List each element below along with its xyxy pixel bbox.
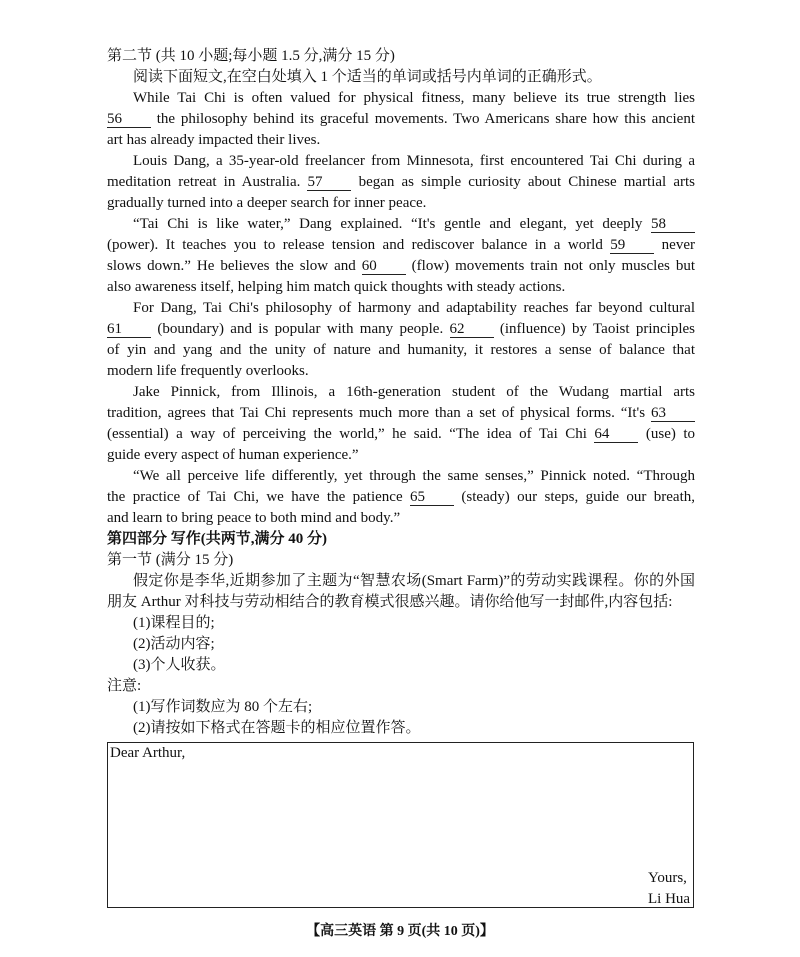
passage-text: began as simple curiosity about Chinese martial arts <box>351 174 695 190</box>
passage-line <box>107 487 695 508</box>
passage-text: the philosophy behind its graceful movements. Two Americans share how this ancient <box>151 111 695 127</box>
passage-text: and learn to bring peace to both mind and body.” <box>107 510 401 526</box>
passage-text: Jake Pinnick, from Illinois, a 16th-generation student of the Wudang martial arts <box>133 384 695 400</box>
passage-text: never <box>654 237 695 253</box>
passage-text: (steady) our steps, guide our breath, <box>454 489 695 505</box>
part-four-heading: 第四部分 写作(共两节,满分 40 分) <box>107 531 327 547</box>
passage-line <box>107 319 695 340</box>
answer-blank: 56 <box>107 112 151 128</box>
content-points <box>107 613 695 676</box>
passage-text: (boundary) and is popular with many people. <box>151 321 450 337</box>
passage-text: (use) to <box>638 426 696 442</box>
passage-line <box>107 88 695 109</box>
passage-text: tradition, agrees that Tai Chi represents much more than a set of physical forms. “It's <box>107 405 651 421</box>
passage-text: modern life frequently overlooks. <box>107 363 309 379</box>
letter-sign-off <box>648 868 690 910</box>
answer-blank: 63 <box>651 406 695 422</box>
passage-text: (flow) movements train not only muscles but <box>405 258 695 274</box>
note-item: (1)写作词数应为 80 个左右; <box>133 699 313 715</box>
section-one-heading: 第一节 (满分 15 分) <box>107 552 234 568</box>
passage-line <box>107 256 695 277</box>
answer-blank: 58 <box>651 217 695 233</box>
passage-line <box>107 235 695 256</box>
passage-text: also awareness itself, helping him match quick thoughts with steady actions. <box>107 279 566 295</box>
passage-line <box>107 298 695 319</box>
passage-text: guide every aspect of human experience.” <box>107 447 359 463</box>
writing-prompt-line: 朋友 Arthur 对科技与劳动相结合的教育模式很感兴趣。请你给他写一封邮件,内容包括: <box>107 594 673 610</box>
answer-blank: 62 <box>450 322 494 338</box>
writing-prompt-line: 假定你是李华,近期参加了主题为“智慧农场(Smart Farm)”的劳动实践课程。你的外国 <box>133 573 695 589</box>
passage-line <box>107 151 695 172</box>
cloze-passage <box>107 88 695 529</box>
passage-line <box>107 214 695 235</box>
passage-line <box>107 424 695 445</box>
answer-blank: 65 <box>410 490 454 506</box>
section-two-instruction: 阅读下面短文,在空白处填入 1 个适当的单词或括号内单词的正确形式。 <box>133 69 602 85</box>
answer-blank: 60 <box>362 259 406 275</box>
passage-paragraph <box>107 151 695 214</box>
passage-paragraph <box>107 88 695 151</box>
passage-text: of yin and yang and the unity of nature and humanity, it restores a sense of balance that <box>107 342 695 358</box>
passage-text: the practice of Tai Chi, we have the patience <box>107 489 411 505</box>
page-footer: 【高三英语 第 9 页(共 10 页)】 <box>306 924 494 939</box>
answer-blank: 57 <box>307 175 351 191</box>
passage-text: For Dang, Tai Chi's philosophy of harmony and adaptability reaches far beyond cultural <box>133 300 695 316</box>
passage-line <box>107 130 695 151</box>
passage-line <box>107 466 695 487</box>
passage-line <box>107 277 695 298</box>
letter-salutation: Dear Arthur, <box>110 745 186 761</box>
passage-line <box>107 193 695 214</box>
passage-text: art has already impacted their lives. <box>107 132 321 148</box>
passage-text: slows down.” He believes the slow and <box>107 258 362 274</box>
passage-line <box>107 382 695 403</box>
letter-closing: Yours, <box>648 870 687 886</box>
passage-line <box>107 445 695 466</box>
writing-prompt <box>107 571 695 613</box>
passage-text: While Tai Chi is often valued for physical fitness, many believe its true strength lies <box>133 90 695 106</box>
content-point: (2)活动内容; <box>133 636 215 652</box>
passage-line <box>107 340 695 361</box>
page-content <box>107 46 695 739</box>
answer-blank: 64 <box>594 427 638 443</box>
passage-line <box>107 361 695 382</box>
passage-text: “Tai Chi is like water,” Dang explained. “It's gentle and elegant, yet deeply <box>133 216 651 232</box>
passage-text: “We all perceive life differently, yet through the same senses,” Pinnick noted. “Through <box>133 468 695 484</box>
passage-text: gradually turned into a deeper search for inner peace. <box>107 195 427 211</box>
passage-paragraph <box>107 214 695 298</box>
passage-text: (influence) by Taoist principles <box>493 321 695 337</box>
answer-blank: 61 <box>107 322 151 338</box>
letter-signature: Li Hua <box>648 891 691 907</box>
passage-line <box>107 109 695 130</box>
passage-text: (essential) a way of perceiving the world,” he said. “The idea of Tai Chi <box>107 426 595 442</box>
answer-blank: 59 <box>610 238 654 254</box>
content-point: (1)课程目的; <box>133 615 215 631</box>
passage-paragraph <box>107 298 695 382</box>
section-two-heading: 第二节 (共 10 小题;每小题 1.5 分,满分 15 分) <box>107 48 395 64</box>
passage-line <box>107 172 695 193</box>
passage-paragraph <box>107 382 695 466</box>
passage-text: meditation retreat in Australia. <box>107 174 308 190</box>
notes-list <box>107 697 695 739</box>
content-point: (3)个人收获。 <box>133 657 226 673</box>
answer-box <box>107 742 694 908</box>
notes-label: 注意: <box>107 678 142 694</box>
passage-paragraph <box>107 466 695 529</box>
passage-text: Louis Dang, a 35-year-old freelancer from Minnesota, first encountered Tai Chi during a <box>133 153 695 169</box>
passage-line <box>107 403 695 424</box>
passage-text: (power). It teaches you to release tension and rediscover balance in a world <box>107 237 611 253</box>
passage-line <box>107 508 695 529</box>
note-item: (2)请按如下格式在答题卡的相应位置作答。 <box>133 720 421 736</box>
